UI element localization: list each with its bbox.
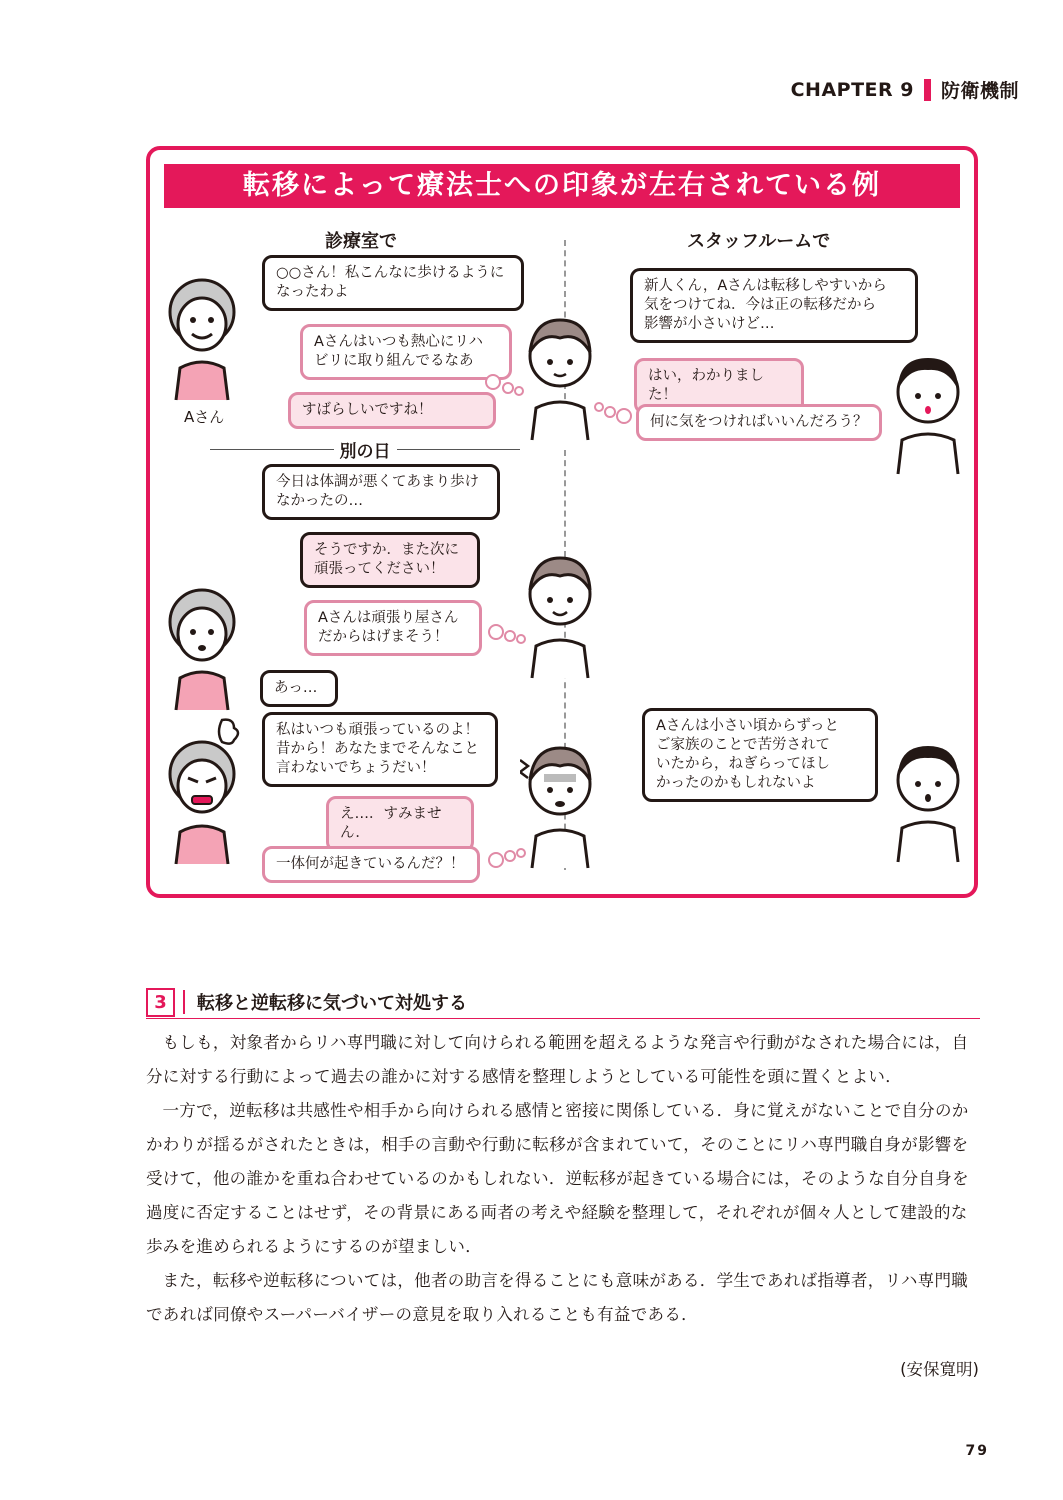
section-body [146,1026,980,1332]
patient-reaction: あっ… [260,670,338,707]
thought-dot [616,408,632,424]
author-credit: (安保寛明) [900,1360,979,1379]
therapist-thought-3: Aさんは頑張り屋さん だからはげまそう！ [304,600,482,656]
chapter-label: CHAPTER 9 [790,78,914,101]
patient-speech-1: ○○さん！私こんなに歩けるように なったわよ [262,255,524,311]
therapist-speech-2: そうですか．また次に 頑張ってください！ [300,532,480,588]
section-divider [183,990,185,1014]
therapist-speech-3: え…．すみません． [326,796,474,852]
patient-avatar-sad [162,582,242,712]
thought-dot [604,406,616,418]
thought-dot [485,374,501,390]
paragraph: 一方で，逆転移は共感性や相手から向けられる感情と密接に関係している．身に覚えがないことで自分のかかわりが揺るがされたときは，相手の言動や行動に転移が含まれていて，そのことにリハ専門職自身が影響を受けて，他の誰かを重ね合わせているのかもしれない．逆転移が起きている場合には，そのような自分自身を過度に否定することはせず，その背景にある両者の考えや経験を整理して，それぞれが個々人として建設的な歩みを進められるようにするのが望ましい． [146,1101,969,1256]
patient-avatar-happy [162,272,242,402]
section-title: 転移と逆転移に気づいて対処する [197,993,467,1014]
thought-dot [488,624,504,640]
senior-speech-1: 新人くん，Aさんは転移しやすいから 気をつけてね．今は正の転移だから 影響が小さいけど… [630,268,918,343]
patient-speech-3: 私はいつも頑張っているのよ！ 昔から！あなたまでそんなこと 言わないでちょうだい！ [262,712,498,787]
therapist-avatar [520,312,600,442]
page-number: 79 [965,1443,989,1459]
thought-dot [488,852,504,868]
senior-therapist-avatar [888,734,968,864]
section-number: 3 [146,988,175,1017]
chapter-title: 防衛機制 [940,80,1019,102]
thought-dot [504,630,516,642]
therapist-thought-2: 何に気をつければいいんだろう？ [636,404,882,441]
section-heading [146,986,980,1019]
therapist-thought-1: Aさんはいつも熱心にリハ ビリに取り組んでるなあ [300,324,512,380]
therapist-speech-1: すばらしいですね！ [288,392,496,429]
paragraph: また，転移や逆転移については，他者の助言を得ることにも意味がある．学生であれば指導者，リハ専門職であれば同僚やスーパーバイザーの意見を取り入れることも有益である． [146,1271,969,1324]
therapist-thought-4: 一体何が起きているんだ？！ [262,846,480,883]
figure-title: 転移によって療法士への印象が左右されている例 [164,164,960,208]
paragraph: もしも，対象者からリハ専門職に対して向けられる範囲を超えるような発言や行動がなされた場合には，自分に対する行動によって過去の誰かに対する感情を整理しようとしている可能性を頭に置くとよい． [146,1033,969,1086]
chapter-bar [924,79,931,101]
transference-figure [146,146,978,898]
senior-speech-2: Aさんは小さい頃からずっと ご家族のことで苦労されて いたから，ねぎらってほし かったのかもしれないよ [642,708,878,802]
patient-speech-2: 今日は体調が悪くてあまり歩け なかったの… [262,464,500,520]
patient-label: Aさん [184,408,225,426]
thought-dot [594,402,604,412]
therapist-reply: はい，わかりました！ [634,358,804,414]
right-heading: スタッフルームで [687,231,831,252]
patient-avatar-angry [162,716,242,866]
day-separator: 別の日 [210,437,520,462]
thought-dot [504,850,516,862]
therapist-avatar-worried [520,740,600,870]
therapist-avatar [520,550,600,680]
chapter-header [791,76,1019,103]
senior-therapist-avatar [888,346,968,476]
left-heading: 診療室で [325,231,397,252]
thought-dot [502,382,514,394]
